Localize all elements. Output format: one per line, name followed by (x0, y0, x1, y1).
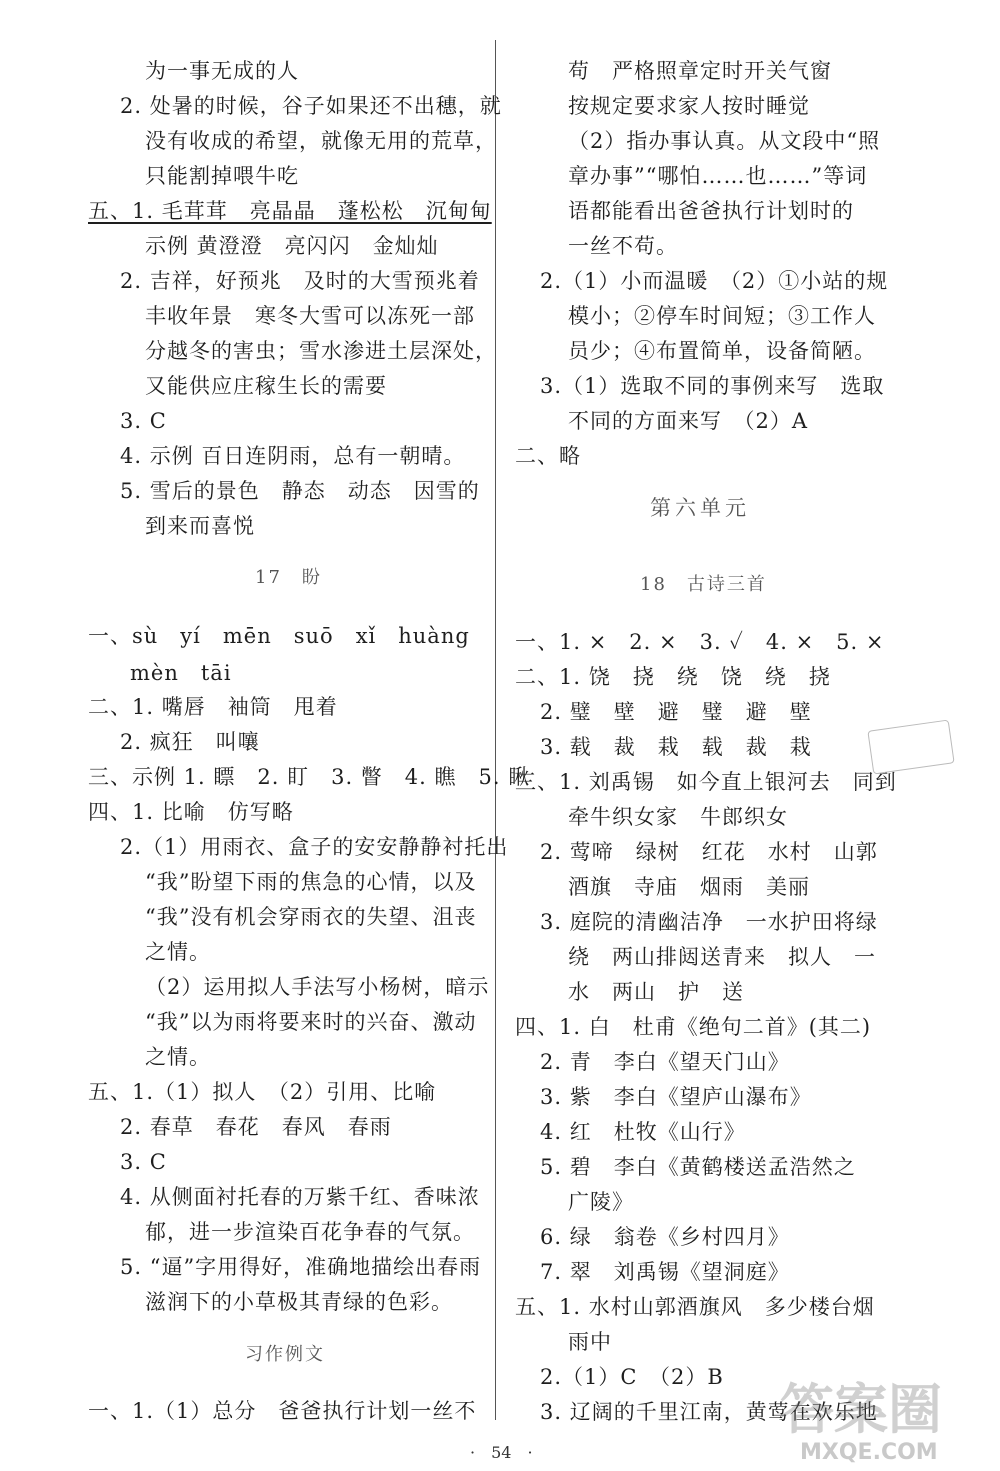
text-line: 为一事无成的人 (145, 59, 299, 83)
text-line: 5. “逼”字用得好，准确地描绘出春雨 (120, 1255, 482, 1279)
text-line: 三、1. 刘禹锡 如今直上银河去 同到 (515, 770, 897, 794)
text-line: 分越冬的害虫；雪水渗进土层深处， (145, 339, 497, 363)
text-line: 2.（1）C （2）B (540, 1365, 724, 1389)
unit-heading: 第六单元 (650, 496, 750, 520)
text-line: 又能供应庄稼生长的需要 (145, 374, 387, 398)
pinyin-line: mèn tāi (130, 661, 232, 685)
text-line: 五、1.（1）拟人 （2）引用、比喻 (88, 1080, 437, 1104)
text-line: 2. 吉祥，好预兆 及时的大雪预兆着 (120, 269, 480, 293)
text-line: 4. 红 杜牧《山行》 (540, 1120, 746, 1144)
text-line: “我”盼望下雨的焦急的心情，以及 (145, 870, 477, 894)
text-line: 7. 翠 刘禹锡《望洞庭》 (540, 1260, 790, 1284)
text-line: 3. C (120, 409, 167, 433)
text-line: 滋润下的小草极其青绿的色彩。 (145, 1290, 453, 1314)
page-number: · 54 · (470, 1443, 533, 1462)
text-line: 苟 严格照章定时开关气窗 (568, 59, 832, 83)
watermark-logo: 答案圈 (780, 1378, 942, 1441)
text-line: 之情。 (145, 1045, 211, 1069)
text-line: 语都能看出爸爸执行计划时的 (568, 199, 854, 223)
text-line: 不同的方面来写 （2）A (568, 409, 809, 433)
text-line: 2. 璧 壁 避 璧 避 壁 (540, 700, 812, 724)
section-heading: 17 盼 (255, 567, 322, 588)
text-line: 5. 碧 李白《黄鹤楼送孟浩然之 (540, 1155, 856, 1179)
text-line: 6. 绿 翁卷《乡村四月》 (540, 1225, 790, 1249)
text-line: 丰收年景 寒冬大雪可以冻死一部 (145, 304, 475, 328)
text-line: 2.（1）用雨衣、盒子的安安静静衬托出 (120, 835, 509, 859)
text-line: 绕 两山排闼送青来 拟人 一 (568, 945, 876, 969)
column-divider (495, 40, 496, 1420)
text-line: 4. 示例 百日连阴雨，总有一朝晴。 (120, 444, 466, 468)
text-line: 四、1. 比喻 仿写略 (88, 800, 294, 824)
text-line: 三、示例 1. 瞟 2. 盯 3. 瞥 4. 瞧 5. 瞅 (88, 765, 531, 789)
text-line: 一丝不苟。 (568, 234, 678, 258)
text-line: 2. 青 李白《望天门山》 (540, 1050, 790, 1074)
text-line: 牵牛织女家 牛郎织女 (568, 805, 788, 829)
watermark-url: MXQE.COM (800, 1440, 938, 1465)
text-line: 2. 疯狂 叫嚷 (120, 730, 260, 754)
text-line: 模小；②停车时间短；③工作人 (568, 304, 876, 328)
stamp-mark (867, 720, 954, 775)
text-line: 2. 春草 春花 春风 春雨 (120, 1115, 392, 1139)
text-line: 没有收成的希望，就像无用的荒草， (145, 129, 497, 153)
text-line: 示例 黄澄澄 亮闪闪 金灿灿 (145, 234, 439, 258)
text-line: 五、1. 毛茸茸 亮晶晶 蓬松松 沉甸甸 (88, 199, 492, 223)
text-line: 郁，进一步渲染百花争春的气氛。 (145, 1220, 475, 1244)
text-line: 3. 辽阔的千里江南，黄莺在欢乐地 (540, 1400, 878, 1424)
text-line: 3. 庭院的清幽洁净 一水护田将绿 (540, 910, 878, 934)
text-line: 一、1. × 2. × 3. ✓ 4. × 5. × (515, 630, 885, 654)
text-line: 4. 从侧面衬托春的万紫千红、香味浓 (120, 1185, 480, 1209)
text-line: 四、1. 白 杜甫《绝句二首》(其二) (515, 1015, 872, 1039)
text-line: （2）指办事认真。从文段中“照 (568, 129, 881, 153)
text-line: 3. 载 裁 栽 载 裁 栽 (540, 735, 812, 759)
text-line: 酒旗 寺庙 烟雨 美丽 (568, 875, 810, 899)
text-line: “我”以为雨将要来时的兴奋、激动 (145, 1010, 477, 1034)
section-heading: 18 古诗三首 (640, 574, 767, 595)
text-line: 3.（1）选取不同的事例来写 选取 (540, 374, 885, 398)
text-line: 5. 雪后的景色 静态 动态 因雪的 (120, 479, 480, 503)
text-line: 2. 莺啼 绿树 红花 水村 山郭 (540, 840, 878, 864)
text-line: 之情。 (145, 940, 211, 964)
text-line: 水 两山 护 送 (568, 980, 744, 1004)
text-line: 到来而喜悦 (145, 514, 255, 538)
text-line: 3. 紫 李白《望庐山瀑布》 (540, 1085, 812, 1109)
text-line: 一、1.（1）总分 爸爸执行计划一丝不 (88, 1399, 477, 1423)
text-line: 2.（1）小而温暖 （2）①小站的规 (540, 269, 889, 293)
text-line: （2）运用拟人手法写小杨树，暗示 (145, 975, 490, 999)
section-heading: 习作例文 (245, 1344, 325, 1365)
text-line: 二、1. 饶 挠 绕 饶 绕 挠 (515, 665, 831, 689)
text-line: 五、1. 水村山郭酒旗风 多少楼台烟 (515, 1295, 875, 1319)
text-line: 雨中 (568, 1330, 612, 1354)
text-line: 广陵》 (568, 1190, 634, 1214)
pinyin-line: 一、sù yí mēn suō xǐ huàng (88, 624, 470, 648)
text-line: 章办事”“哪怕……也……”等词 (568, 164, 868, 188)
text-line: 按规定要求家人按时睡觉 (568, 94, 810, 118)
text-line: 二、1. 嘴唇 袖筒 甩着 (88, 695, 338, 719)
text-line: 二、略 (515, 444, 581, 468)
text-line: 3. C (120, 1150, 167, 1174)
text-line: 员少；④布置简单，设备简陋。 (568, 339, 876, 363)
text-line: 2. 处暑的时候，谷子如果还不出穗，就 (120, 94, 502, 118)
text-line: “我”没有机会穿雨衣的失望、沮丧 (145, 905, 477, 929)
text-line: 只能割掉喂牛吃 (145, 164, 299, 188)
